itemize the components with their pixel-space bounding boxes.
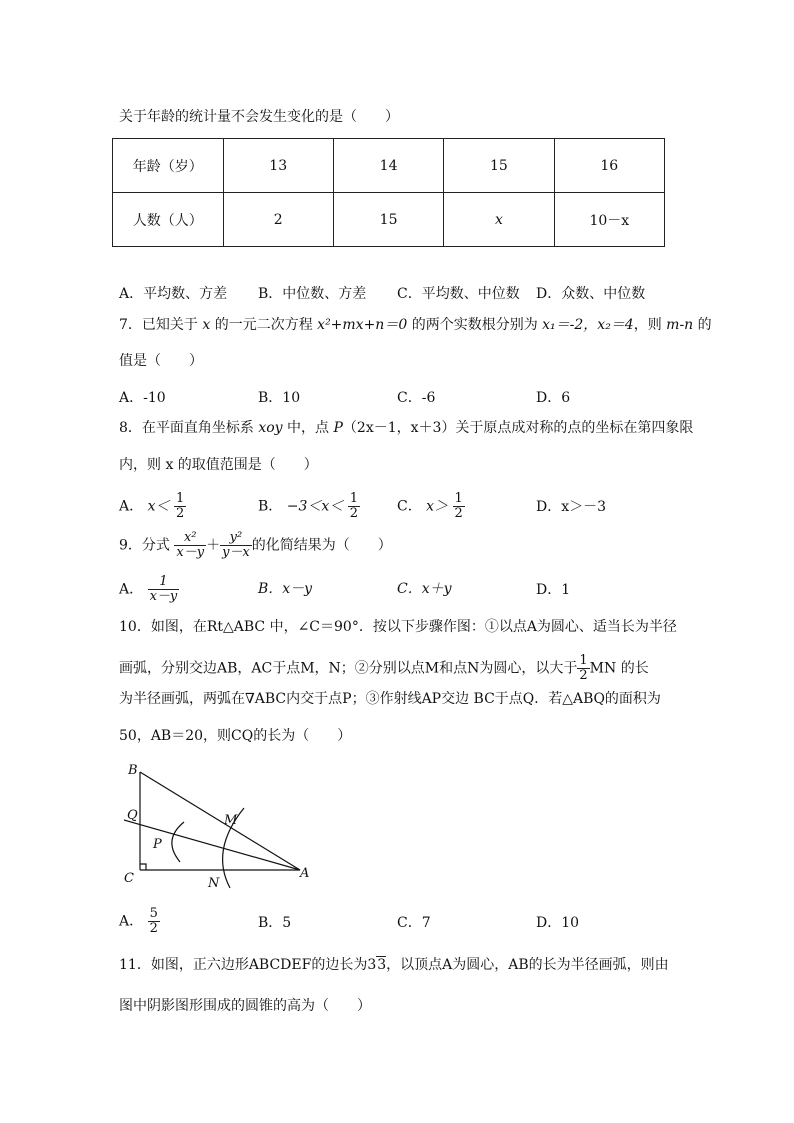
q7-equation: x²+mx+n＝0 xyxy=(317,317,408,333)
fraction xyxy=(453,492,465,521)
option-label: A． xyxy=(119,913,144,930)
fraction-num: 1 xyxy=(175,491,185,506)
q11-line1 xyxy=(119,955,669,975)
q8-text: 中，点 xyxy=(282,420,334,436)
q9-option-a xyxy=(119,575,179,604)
option-expr: x＜ xyxy=(147,498,170,515)
right-angle-mark xyxy=(140,864,146,870)
q8-line2: 内，则 x 的取值范围是（ ） xyxy=(119,457,318,473)
table-cell: 人数（人） xyxy=(113,193,224,247)
fraction-num: x² xyxy=(174,531,206,546)
label-p: P xyxy=(153,837,162,852)
table-cell: 10－x xyxy=(554,193,664,247)
q9-text: 的化简结果为（ ） xyxy=(251,537,392,554)
sqrt-expr: 3 xyxy=(377,957,387,973)
q10-option-b: B．5 xyxy=(258,915,292,931)
q6-option-d: D．众数、中位数 xyxy=(536,286,646,302)
q8-point: P xyxy=(333,420,343,436)
option-expr: x＞ xyxy=(426,498,449,515)
q7-var: x xyxy=(202,317,211,333)
side-ab xyxy=(140,772,300,870)
q11-text: ，以顶点A为圆心，AB的长为半径画弧，则由 xyxy=(386,957,669,973)
fraction xyxy=(174,531,206,560)
q11-text: 11．如图，正六边形ABCDEF的边长为3 xyxy=(119,957,377,973)
option-label: A． xyxy=(119,581,144,598)
q6-intro: 关于年龄的统计量不会发生变化的是（ ） xyxy=(119,109,399,125)
q9-plus: ＋ xyxy=(206,537,221,554)
age-table xyxy=(112,138,665,247)
q6-option-b: B．中位数、方差 xyxy=(258,286,367,302)
fraction-num: 5 xyxy=(149,906,158,921)
q7-expr: m-n xyxy=(666,317,694,333)
fraction xyxy=(348,492,360,521)
q10-line4: 50，AB＝20，则CQ的长为（ ） xyxy=(119,728,352,744)
fraction-den: x－y xyxy=(176,545,205,560)
triangle-figure xyxy=(112,760,322,892)
fraction-den: 2 xyxy=(175,506,185,521)
q10-line1: 10．如图，在Rt△ABC 中，∠C＝90°．按以下步骤作图：①以点A为圆心、适当长为半径 xyxy=(119,619,677,635)
q10-option-a xyxy=(119,907,160,936)
q10-line2 xyxy=(119,654,649,683)
fraction xyxy=(577,654,589,683)
fraction-den: 2 xyxy=(349,506,359,521)
q6-option-c: C．平均数、中位数 xyxy=(397,286,520,302)
q8-text: （2x－1，x＋3）关于原点成对称的点的坐标在第四象限 xyxy=(342,420,694,436)
fraction xyxy=(220,531,252,560)
ray-aq xyxy=(124,820,300,870)
q8-text: 8．在平面直角坐标系 xyxy=(119,420,259,436)
option-label: A． xyxy=(119,498,144,515)
table-cell: x xyxy=(444,193,554,247)
fraction-num: y² xyxy=(220,531,252,546)
table-row xyxy=(113,193,665,247)
fraction-den: 2 xyxy=(149,921,158,936)
q7-text: 的一元二次方程 xyxy=(210,317,318,333)
table-cell: 15 xyxy=(444,139,554,193)
option-label: B． xyxy=(258,498,283,515)
q9-option-d: D．1 xyxy=(536,582,571,598)
q10-text: MN 的长 xyxy=(589,660,649,677)
fraction-num: 1 xyxy=(454,491,463,506)
q8-option-c xyxy=(397,492,465,521)
label-m: M xyxy=(224,813,238,828)
fraction-num: 1 xyxy=(579,653,588,668)
fraction xyxy=(148,575,180,604)
q9-option-c: C．x＋y xyxy=(397,581,452,597)
fraction xyxy=(174,492,186,521)
table-row xyxy=(113,139,665,193)
option-label: C． xyxy=(397,498,422,515)
q8-line1 xyxy=(119,418,693,438)
q7-line2: 值是（ ） xyxy=(119,353,203,369)
arc-p xyxy=(172,822,184,862)
table-cell: 16 xyxy=(554,139,664,193)
q7-roots: x₁＝-2，x₂＝4 xyxy=(542,317,634,333)
table-cell: 13 xyxy=(223,139,333,193)
q6-option-a: A．平均数、方差 xyxy=(119,286,228,302)
q10-line3: 为半径画弧，两弧在∇ABC内交于点P；③作射线AP交边 BC于点Q．若△ABQ的面积为 xyxy=(119,691,661,707)
q10-option-d: D．10 xyxy=(536,915,580,931)
q11-line2: 图中阴影图形围成的圆锥的高为（ ） xyxy=(119,998,371,1014)
q7-line1 xyxy=(119,315,712,335)
fraction xyxy=(148,907,160,936)
label-b: B xyxy=(128,763,138,778)
q7-text: ，则 xyxy=(633,317,667,333)
q9-text: 9．分式 xyxy=(119,537,170,554)
q7-option-a: A．-10 xyxy=(119,390,166,406)
q7-option-b: B．10 xyxy=(258,390,301,406)
q7-option-c: C．-6 xyxy=(397,390,436,406)
label-n: N xyxy=(208,876,220,891)
q9-line xyxy=(119,531,392,560)
fraction-den: 2 xyxy=(579,668,588,683)
q10-option-c: C．7 xyxy=(397,915,431,931)
table-cell: 年龄（岁） xyxy=(113,139,224,193)
option-expr: −3＜x＜ xyxy=(286,498,344,515)
q8-option-b xyxy=(258,492,360,521)
q8-option-d: D．x＞－3 xyxy=(536,499,607,515)
fraction-den: 2 xyxy=(454,506,463,521)
label-c: C xyxy=(124,871,134,886)
q9-option-b: B．x－y xyxy=(258,581,313,597)
q7-option-d: D．6 xyxy=(536,390,571,406)
fraction-num: 1 xyxy=(148,575,180,590)
q10-text: 画弧，分别交边AB，AC于点M，N；②分别以点M和点N为圆心，以大于 xyxy=(119,660,578,677)
label-q: Q xyxy=(127,808,138,823)
label-a: A xyxy=(300,866,310,881)
q8-xoy: xoy xyxy=(258,420,283,436)
table-cell: 14 xyxy=(333,139,443,193)
fraction-den: x－y xyxy=(149,589,178,604)
table-cell: 2 xyxy=(223,193,333,247)
table-cell: 15 xyxy=(333,193,443,247)
q7-text: 的 xyxy=(693,317,712,333)
q7-text: 7．已知关于 xyxy=(119,317,203,333)
fraction-den: y－x xyxy=(222,545,250,560)
q7-text: 的两个实数根分别为 xyxy=(407,317,543,333)
q8-option-a xyxy=(119,492,186,521)
fraction-num: 1 xyxy=(349,491,359,506)
